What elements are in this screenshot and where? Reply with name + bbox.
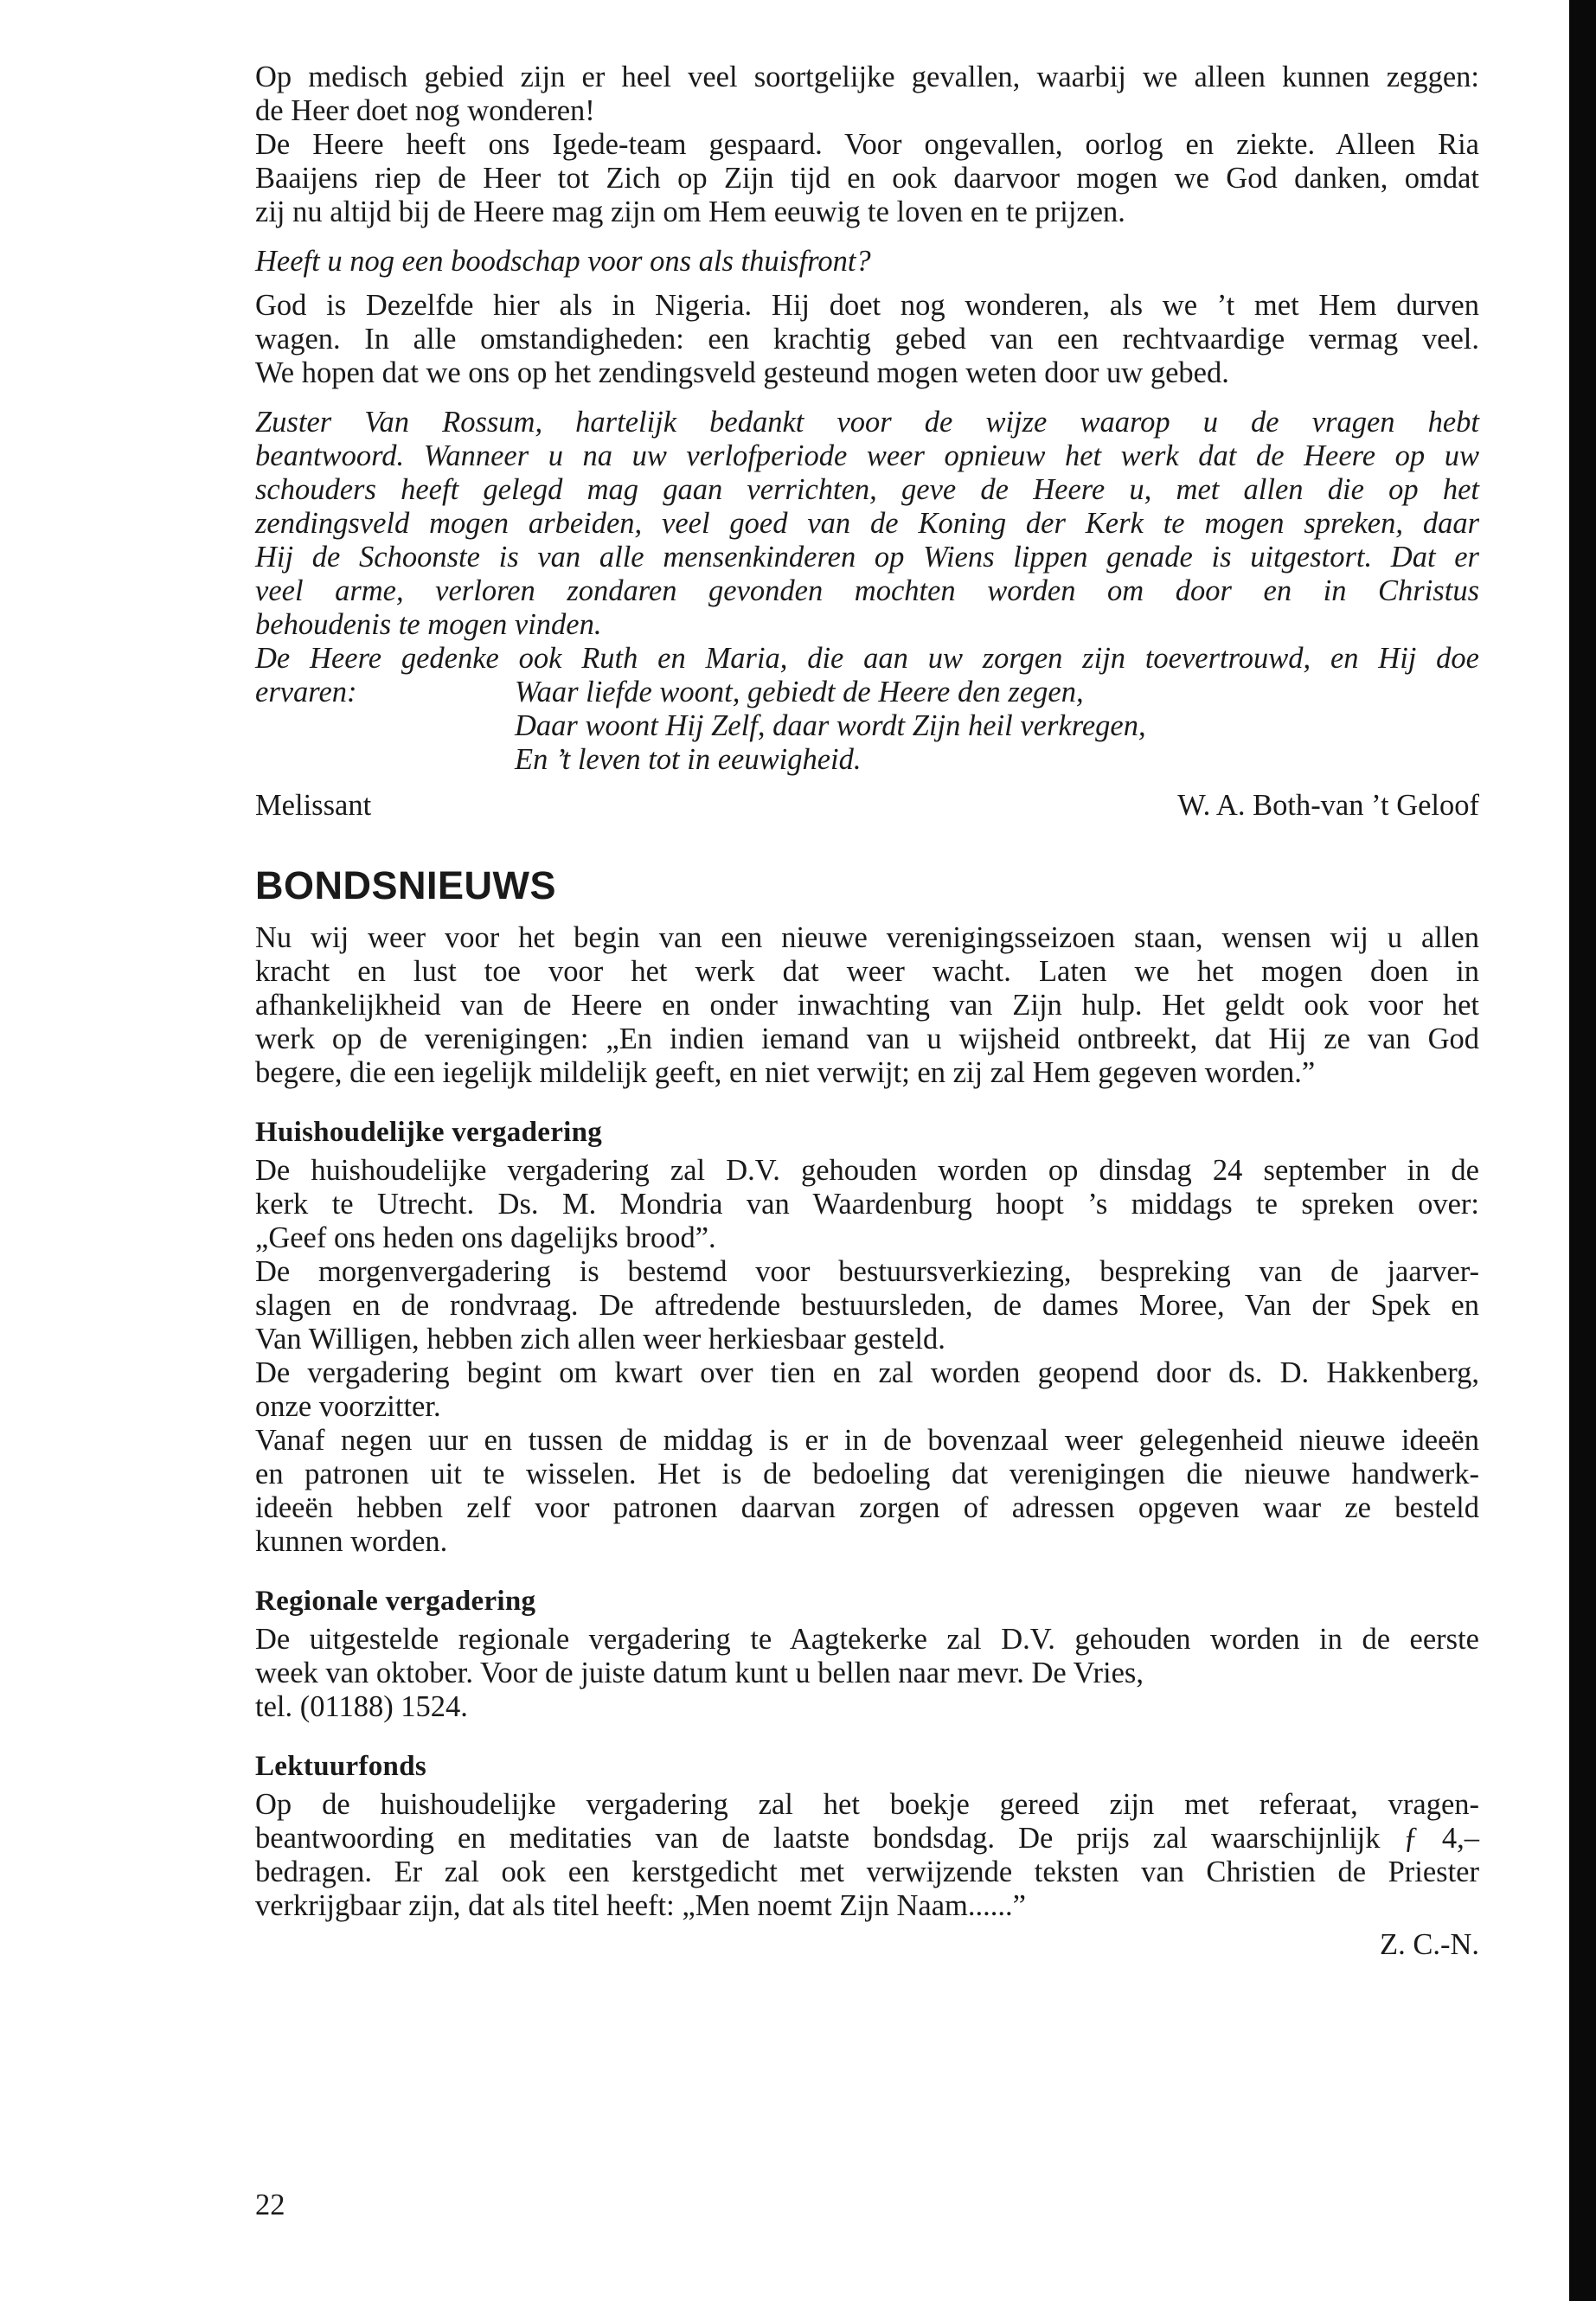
text-line: week van oktober. Voor de juiste datum kunt u bellen naar mevr. De Vries,	[255, 1657, 1144, 1689]
text-line: Op medisch gebied zijn er heel veel soortgelijke gevallen, waarbij we alleen kunnen zeggen:	[255, 61, 1479, 93]
huishoudelijke-vergadering-text	[255, 1154, 1479, 1559]
lektuurfonds-text	[255, 1788, 1479, 1923]
text-line: Nu wij weer voor het begin van een nieuwe verenigingsseizoen staan, wensen wij u allen	[255, 921, 1479, 954]
author-name: W. A. Both-van ’t Geloof	[1177, 789, 1479, 822]
text-line: Hij de Schoonste is van alle mensenkinderen op Wiens lippen genade is uitgestort. Dat er	[255, 541, 1479, 574]
text-line: veel arme, verloren zondaren gevonden mochten worden om door en in Christus	[255, 574, 1479, 607]
text-line: De huishoudelijke vergadering zal D.V. gehouden worden op dinsdag 24 september in de	[255, 1154, 1479, 1187]
text-line: „Geef ons heden ons dagelijks brood”.	[255, 1221, 716, 1254]
text-line: kracht en lust toe voor het werk dat weer wacht. Laten we het mogen doen in	[255, 955, 1479, 988]
poem-line: Daar woont Hij Zelf, daar wordt Zijn heil verkregen,	[515, 709, 1146, 742]
text-line: zendingsveld mogen arbeiden, veel goed van de Koning der Kerk te mogen spreken, daar	[255, 507, 1479, 540]
text-line: Vanaf negen uur en tussen de middag is er in de bovenzaal weer gelegenheid nieuwe ideeën	[255, 1424, 1479, 1457]
text-line: begere, die een iegelijk mildelijk geeft, en niet verwijt; en zij zal Hem gegeven worden.”	[255, 1056, 1316, 1089]
text-line: God is Dezelfde hier als in Nigeria. Hij doet nog wonderen, als we ’t met Hem durven	[255, 289, 1479, 322]
poem-line: Waar liefde woont, gebiedt de Heere den zegen,	[515, 676, 1084, 708]
subsection-heading: Lektuurfonds	[255, 1751, 426, 1782]
text-line: schouders heeft gelegd mag gaan verrichten, geve de Heere u, met allen die op het	[255, 473, 1479, 506]
text-line: onze voorzitter.	[255, 1390, 441, 1423]
subsection-heading: Regionale vergadering	[255, 1586, 536, 1617]
text-line: slagen en de rondvraag. De aftredende bestuursleden, de dames Moree, Van der Spek en	[255, 1289, 1479, 1322]
bondsnieuws-intro	[255, 921, 1479, 1090]
text-line: Baaijens riep de Heer tot Zich op Zijn tijd en ook daarvoor mogen we God danken, omdat	[255, 162, 1479, 195]
intro-paragraph	[255, 61, 1479, 229]
interview-answer	[255, 289, 1479, 390]
page-edge-bar	[1569, 0, 1596, 2301]
section-title: BONDSNIEUWS	[255, 863, 557, 907]
poem-label: ervaren:	[255, 676, 357, 708]
poem-line: En ’t leven tot in eeuwigheid.	[515, 743, 862, 776]
text-line: We hopen dat we ons op het zendingsveld gesteund mogen weten door uw gebed.	[255, 356, 1229, 389]
page-content	[255, 61, 1479, 1962]
text-line: wagen. In alle omstandigheden: een krachtig gebed van een rechtvaardige vermag veel.	[255, 323, 1479, 356]
text-line: kerk te Utrecht. Ds. M. Mondria van Waardenburg hoopt ’s middags te spreken over:	[255, 1188, 1479, 1221]
bondsnieuws-signature: Z. C.-N.	[1380, 1928, 1479, 1961]
page-number: 22	[255, 2189, 285, 2221]
signature-row	[255, 789, 1479, 823]
poem	[255, 676, 1479, 777]
text-line: de Heer doet nog wonderen!	[255, 94, 595, 127]
closing-paragraph	[255, 406, 1479, 676]
text-line: afhankelijkheid van de Heere en onder inwachting van Zijn hulp. Het geldt ook voor het	[255, 989, 1479, 1022]
text-line: beantwoording en meditaties van de laatste bondsdag. De prijs zal waarschijnlijk ƒ 4,–	[255, 1822, 1479, 1855]
text-line: De morgenvergadering is bestemd voor bestuursverkiezing, bespreking van de jaarver-	[255, 1255, 1479, 1288]
text-line: werk op de verenigingen: „En indien iemand van u wijsheid ontbreekt, dat Hij ze van God	[255, 1022, 1479, 1055]
text-line: De Heere gedenke ook Ruth en Maria, die aan uw zorgen zijn toevertrouwd, en Hij doe	[255, 642, 1479, 675]
text-line: tel. (01188) 1524.	[255, 1690, 468, 1723]
interview-question: Heeft u nog een boodschap voor ons als thuisfront?	[255, 245, 871, 278]
place-name: Melissant	[255, 789, 372, 822]
poem-first-row	[255, 676, 1479, 709]
regionale-vergadering-text	[255, 1623, 1479, 1724]
text-line: Zuster Van Rossum, hartelijk bedankt voor de wijze waarop u de vragen hebt	[255, 406, 1479, 439]
text-line: Van Willigen, hebben zich allen weer herkiesbaar gesteld.	[255, 1323, 945, 1356]
text-line: zij nu altijd bij de Heere mag zijn om Hem eeuwig te loven en te prijzen.	[255, 195, 1125, 228]
text-line: verkrijgbaar zijn, dat als titel heeft: „Men noemt Zijn Naam......”	[255, 1889, 1026, 1922]
text-line: kunnen worden.	[255, 1525, 448, 1558]
text-line: en patronen uit te wisselen. Het is de bedoeling dat verenigingen die nieuwe handwerk-	[255, 1458, 1479, 1490]
subsection-heading: Huishoudelijke vergadering	[255, 1117, 603, 1148]
text-line: bedragen. Er zal ook een kerstgedicht met verwijzende teksten van Christien de Priester	[255, 1856, 1479, 1888]
text-line: De Heere heeft ons Igede-team gespaard. Voor ongevallen, oorlog en ziekte. Alleen Ria	[255, 128, 1479, 161]
text-line: beantwoord. Wanneer u na uw verlofperiode weer opnieuw het werk dat de Heere op uw	[255, 439, 1479, 472]
text-line: Op de huishoudelijke vergadering zal het boekje gereed zijn met referaat, vragen-	[255, 1788, 1479, 1821]
text-line: behoudenis te mogen vinden.	[255, 608, 602, 641]
text-line: ideeën hebben zelf voor patronen daarvan zorgen of adressen opgeven waar ze besteld	[255, 1491, 1479, 1524]
text-line: De vergadering begint om kwart over tien en zal worden geopend door ds. D. Hakkenberg,	[255, 1356, 1479, 1389]
text-line: De uitgestelde regionale vergadering te Aagtekerke zal D.V. gehouden worden in de eerste	[255, 1623, 1479, 1656]
